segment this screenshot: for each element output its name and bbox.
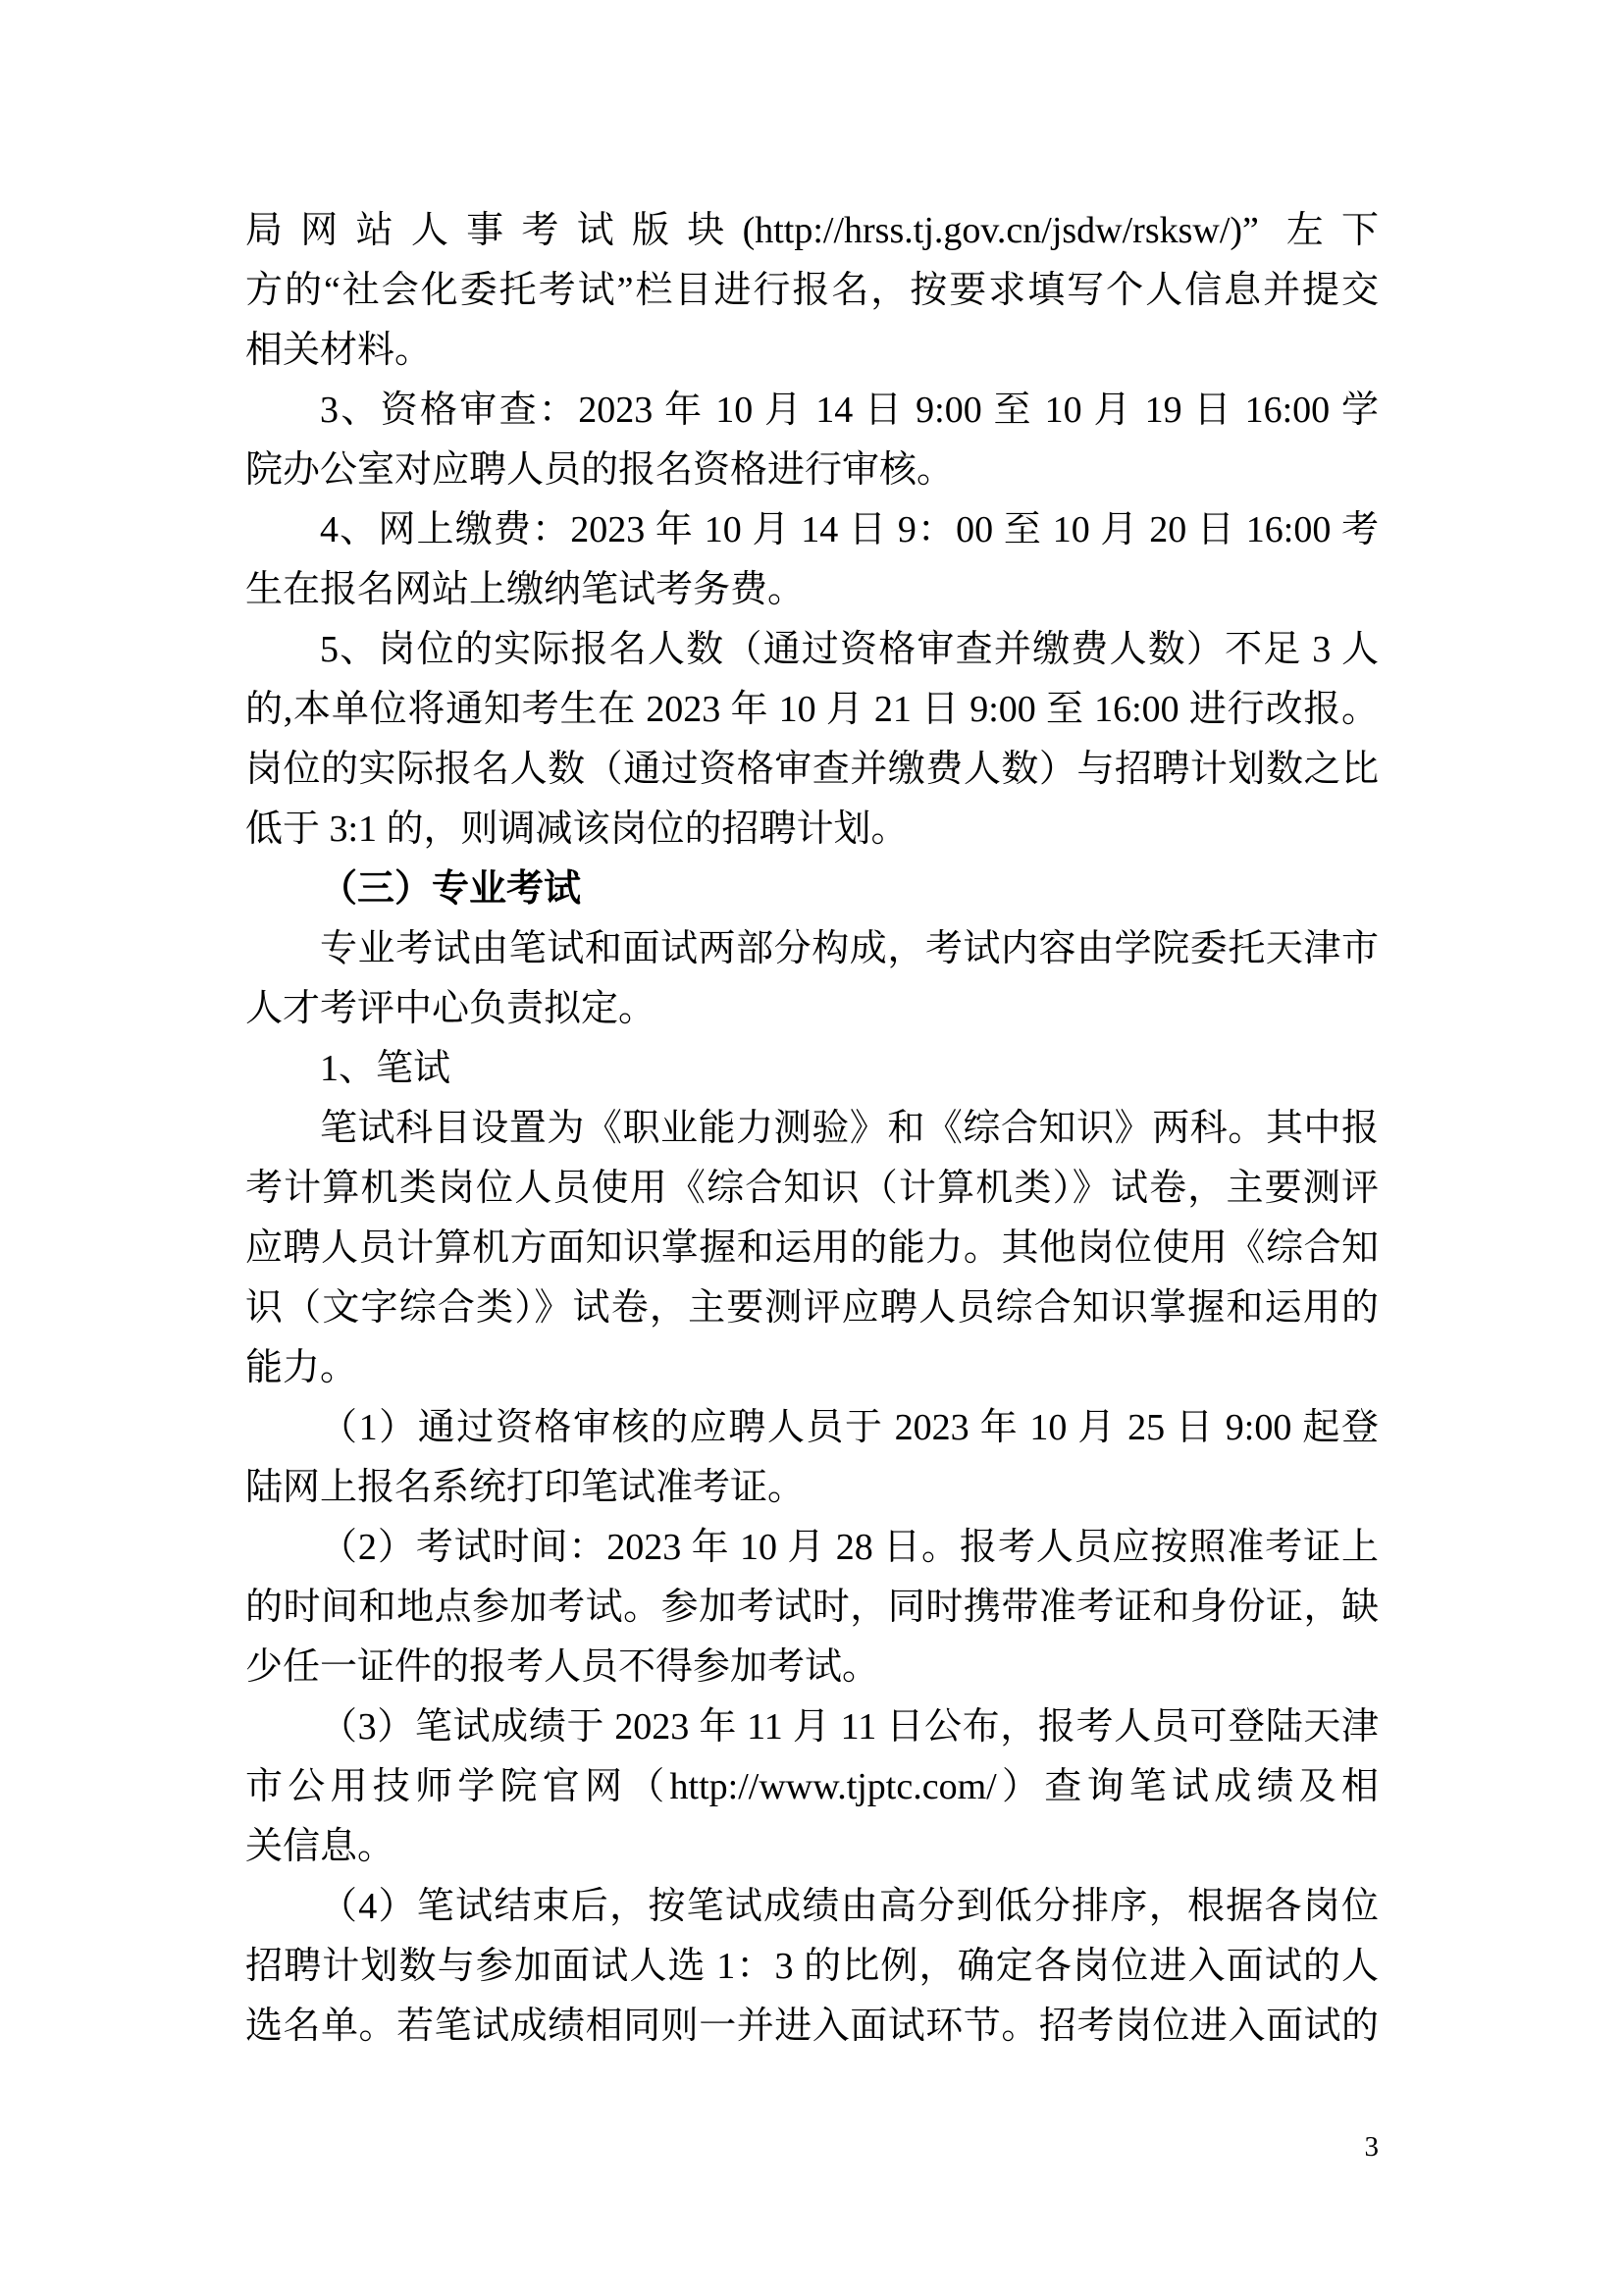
text-line: 的,本单位将通知考生在 2023 年 10 月 21 日 9:00 至 16:00 进行改报。: [245, 689, 1379, 730]
page-number: 3: [1364, 2131, 1379, 2163]
text-line: 少任一证件的报考人员不得参加考试。: [245, 1646, 880, 1688]
text-line: （2）考试时间：2023 年 10 月 28 日。报考人员应按照准考证上: [320, 1527, 1379, 1568]
text-line: 考计算机类岗位人员使用《综合知识（计算机类）》试卷，主要测评: [245, 1168, 1379, 1209]
text-line: （4）笔试结束后，按笔试成绩由高分到低分排序，根据各岗位: [320, 1886, 1379, 1927]
section-heading: （三）专业考试: [320, 868, 582, 910]
text-line: 陆网上报名系统打印笔试准考证。: [245, 1467, 806, 1508]
text-line: 4、网上缴费：2023 年 10 月 14 日 9：00 至 10 月 20 日 16:00 考: [320, 509, 1379, 550]
text-line: 招聘计划数与参加面试人选 1：3 的比例，确定各岗位进入面试的人: [245, 1946, 1379, 1987]
text-line: 识（文字综合类）》试卷，主要测评应聘人员综合知识掌握和运用的: [245, 1287, 1379, 1329]
text-line: 人才考评中心负责拟定。: [245, 988, 656, 1029]
text-line: 的时间和地点参加考试。参加考试时，同时携带准考证和身份证，缺: [245, 1587, 1379, 1628]
text-line: 低于 3:1 的，则调减该岗位的招聘计划。: [245, 809, 909, 850]
text-line: 3、资格审查：2023 年 10 月 14 日 9:00 至 10 月 19 日 16:00 学: [320, 390, 1379, 431]
text-line: 5、岗位的实际报名人数（通过资格审查并缴费人数）不足 3 人: [320, 629, 1379, 670]
text-line: （3）笔试成绩于 2023 年 11 月 11 日公布，报考人员可登陆天津: [320, 1706, 1379, 1748]
text-line: 岗位的实际报名人数（通过资格审查并缴费人数）与招聘计划数之比: [245, 749, 1379, 790]
text-line: （1）通过资格审核的应聘人员于 2023 年 10 月 25 日 9:00 起登: [320, 1407, 1379, 1448]
text-line: 相关材料。: [245, 330, 433, 371]
text-line: 1、笔试: [320, 1048, 451, 1089]
text-line: 能力。: [245, 1347, 358, 1388]
text-line: 局网站人事考试版块(http://hrss.tj.gov.cn/jsdw/rsksw/)” 左下: [245, 210, 1379, 251]
text-line: 选名单。若笔试成绩相同则一并进入面试环节。招考岗位进入面试的: [245, 2006, 1379, 2047]
document-body: [245, 201, 1379, 2057]
text-line: 市公用技师学院官网（http://www.tjptc.com/）查询笔试成绩及相: [245, 1766, 1379, 1807]
text-line: 生在报名网站上缴纳笔试考务费。: [245, 569, 806, 610]
text-line: 专业考试由笔试和面试两部分构成，考试内容由学院委托天津市: [320, 928, 1379, 969]
text-line: 方的“社会化委托考试”栏目进行报名，按要求填写个人信息并提交: [245, 270, 1379, 311]
text-line: 院办公室对应聘人员的报名资格进行审核。: [245, 449, 955, 491]
text-line: 应聘人员计算机方面知识掌握和运用的能力。其他岗位使用《综合知: [245, 1227, 1379, 1269]
text-line: 笔试科目设置为《职业能力测验》和《综合知识》两科。其中报: [320, 1108, 1379, 1149]
text-line: 关信息。: [245, 1826, 395, 1867]
